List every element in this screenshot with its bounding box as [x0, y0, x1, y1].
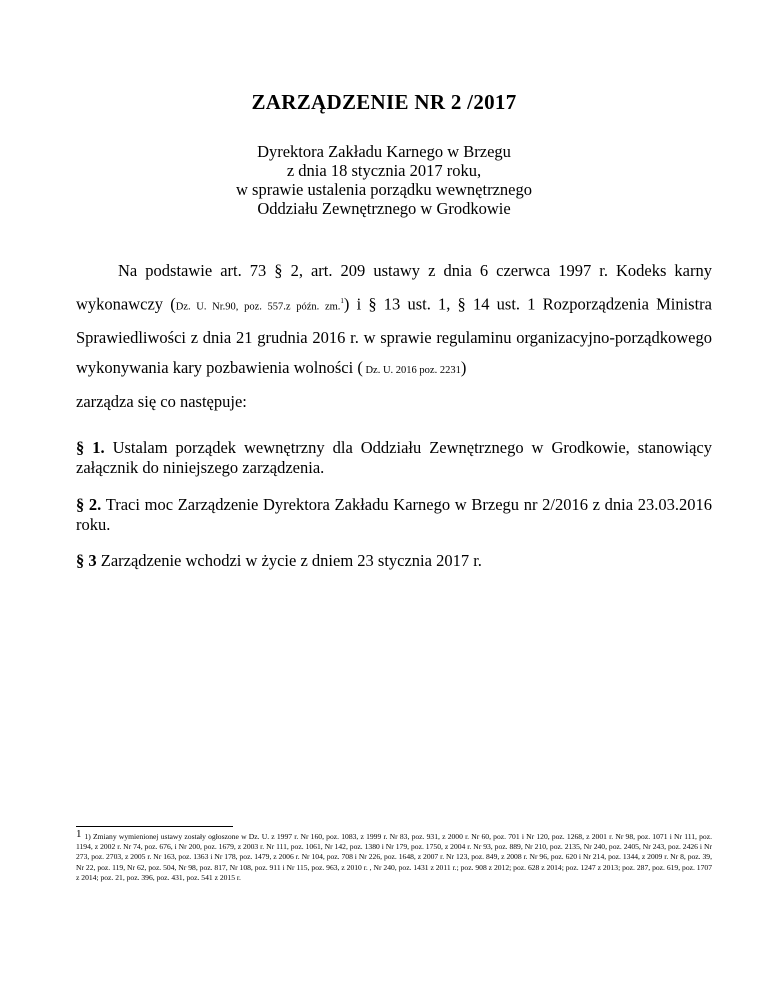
- footnote-mark: 1: [76, 828, 82, 840]
- section-1-text: Ustalam porządek wewnętrzny dla Oddziału Zewnętrznego w Grodkowie, stanowiący załącznik do niniejszego zarządzenia.: [76, 438, 713, 477]
- section-3-text: Zarządzenie wchodzi w życie z dniem 23 stycznia 2017 r.: [96, 551, 482, 570]
- subtitle-line-date: z dnia 18 stycznia 2017 roku,: [286, 161, 482, 180]
- section-3-label: § 3: [76, 551, 97, 570]
- decree-line: zarządza się co następuje:: [76, 392, 247, 411]
- document-title: ZARZĄDZENIE NR 2 /2017: [251, 90, 517, 114]
- section-3: [76, 551, 712, 571]
- subtitle-line-unit: Oddziału Zewnętrznego w Grodkowie: [257, 199, 511, 218]
- subtitle-line-issuer: Dyrektora Zakładu Karnego w Brzegu: [257, 142, 511, 161]
- section-2-text: Traci moc Zarządzenie Dyrektora Zakładu Karnego w Brzegu nr 2/2016 z dnia 23.03.2016 roku.: [76, 495, 713, 534]
- footnote-separator: [76, 826, 233, 827]
- preamble-text-2: ) i § 13 ust. 1, § 14 ust. 1 Rozporządzenia Ministra Sprawiedliwości z dnia 21 grudnia 2016 r. w sprawie regulaminu organizacyjno-porządkowego wykonywania kary pozbawienia wolności (: [76, 294, 713, 377]
- subtitle-line-subject: w sprawie ustalenia porządku wewnętrznego: [236, 180, 532, 199]
- section-2-label: § 2.: [76, 495, 102, 514]
- section-2: [76, 495, 712, 535]
- preamble-text-1: Na podstawie art. 73 § 2, art. 209 ustawy z dnia 6 czerwca 1997 r. Kodeks karny wykonawczy (: [76, 261, 712, 314]
- footnote-reference: 1: [340, 297, 344, 305]
- legal-reference-1: Dz. U. Nr.90, poz. 557.z późn. zm.: [175, 301, 341, 313]
- footnote: [76, 829, 712, 883]
- document-subtitle: [0, 142, 768, 218]
- footnote-text: 1) Zmiany wymienionej ustawy zostały ogłoszone w Dz. U. z 1997 r. Nr 160, poz. 1083, z 1999 r. Nr 83, poz. 931, z 2000 r. Nr 60, poz. 701 i Nr 120, poz. 1268, z 2001 r. Nr 98, poz. 1071 i Nr 111, poz. 1194, z 2002 r. Nr 74, poz. 676, i Nr 200, poz. 1679, z 2003 r. Nr 111, poz. 1061, Nr 142, poz. 1380 i Nr 179, poz. 1750, z 2004 r. Nr 93, poz. 889, Nr 210, poz. 2135, Nr 240, poz. 2405, Nr 243, poz. 2426 i Nr 273, poz. 2703, z 2005 r. Nr 163, poz. 1363 i Nr 178, poz. 1479, z 2006 r. Nr 104, poz. 708 i Nr 226, poz. 1648, z 2007 r. Nr 123, poz. 849, z 2008 r. Nr 96, poz. 620 i Nr 214, poz. 1344, z 2009 r. Nr 8, poz. 39, Nr 22, poz. 119, Nr 62, poz. 504, Nr 98, poz. 817, Nr 108, poz. 911 i Nr 115, poz. 963, z 2010 r. , Nr 240, poz. 1431 z 2011 r.; poz. 908 z 2012; poz. 628 z 2014; poz. 1247 z 2013; poz. 287, poz. 619, poz. 1707 z 2014; poz. 21, poz. 396, poz. 431, poz. 541 z 2015 r.: [76, 832, 712, 882]
- legal-reference-2: Dz. U. 2016 poz. 2231: [362, 364, 461, 376]
- preamble-text-3: ): [460, 357, 467, 377]
- preamble-paragraph: [76, 256, 712, 386]
- section-1: [76, 438, 712, 478]
- section-1-label: § 1.: [76, 438, 105, 457]
